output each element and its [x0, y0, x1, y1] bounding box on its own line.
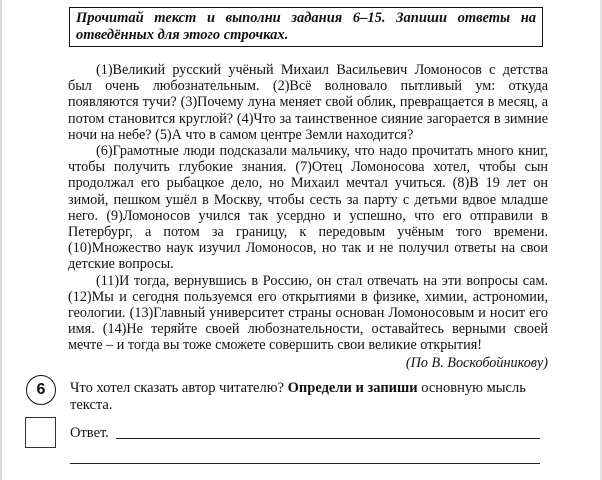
question-text-before: Что хотел сказать автор читателю? [70, 380, 288, 396]
answer-line-1[interactable] [116, 438, 540, 439]
answer-line-2[interactable] [70, 463, 540, 464]
question-text [70, 380, 546, 414]
reading-text [68, 62, 548, 371]
answer-label: Ответ. [70, 425, 109, 441]
task-instruction-box [69, 7, 543, 47]
paragraph-3: (11)И тогда, вернувшись в Россию, он стал отвечать на эти вопросы сам. (12)Мы и сегодня пользуемся его открытиями в физике, химии, астрономии, геологии. (13)Главный университет страны основан Ломоносовым и носит его имя. (14)Не теряйте своей любознательности, оставайтесь верными своей мечте – и тогда вы тоже сможете совершить свои великие открытия! [68, 272, 548, 354]
question-text-after: основную мысль текста. [70, 380, 526, 413]
question-number: 6 [36, 381, 46, 398]
text-source: (По В. Воскобойникову) [405, 354, 548, 371]
answer-score-box[interactable] [25, 417, 56, 448]
page-left-edge [0, 0, 2, 480]
question-number-badge [26, 375, 56, 405]
question-text-bold: Определи и запиши [287, 380, 418, 396]
task-instruction: Прочитай текст и выполни задания 6–15. Запиши ответы на отведённых для этого строчках. [76, 10, 536, 43]
paragraph-1: (1)Великий русский учёный Михаил Васильевич Ломоносов с детства был очень любознательным. (2)Всё волновало пытливый ум: откуда появляются тучи? (3)Почему луна меняет свой облик, превращается в месяц, а потом становится круглой? (4)Что за таинственное сияние загорается в зимние ночи на небе? (5)А что в самом центре Земли находится? [68, 62, 548, 143]
paragraph-2: (6)Грамотные люди подсказали мальчику, что надо прочитать много книг, чтобы получить глубокие знания. (7)Отец Ломоносова хотел, чтобы сын продолжал его рыбацкое дело, но Михаил мечтал учиться. (8)В 19 лет он зимой, пешком ушёл в Москву, чтобы сесть за парту с детьми вдвое младше него. (9)Ломоносов учился так усердно и успешно, что его отправили в Петербург, а потом за границу, к передовым учёным того времени. (10)Множество наук изучил Ломоносов, но так и не получил ответы на свои детские вопросы. [68, 143, 548, 273]
